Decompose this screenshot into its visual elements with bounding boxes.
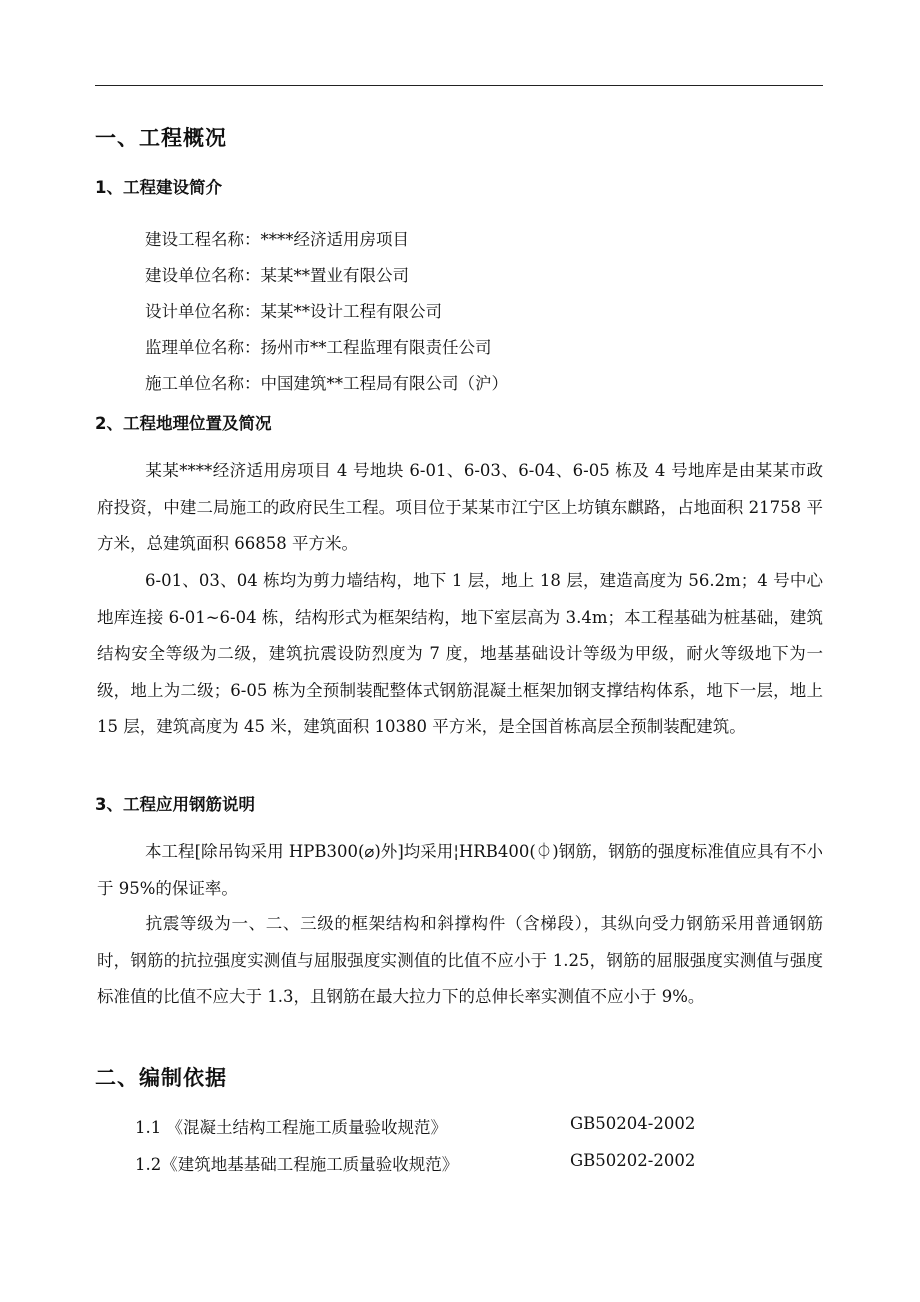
supervision-unit-line: 监理单位名称：扬州市**工程监理有限责任公司 [145, 338, 492, 357]
section-1-title: 一、工程概况 [95, 126, 227, 150]
subsection-3-title: 3、工程应用钢筋说明 [95, 795, 255, 814]
structure-text: 6-01、03、04 栋均为剪力墙结构，地下 1 层，地上 18 层，建造高度为 56.2m；4 号中心地库连接 6-01~6-04 栋，结构形式为框架结构，地下室层高为 3.4m；本工程基础为桩基础，建筑结构安全等级为二级，建筑抗震设防烈度为 7 度，地基基础设计等级为甲级，耐火等级地下为一级，地上为二级；6-05 栋为全预制装配整体式钢筋混凝土框架加钢支撑结构体系，地下一层，地上 15 层，建筑高度为 45 米，建筑面积 10380 平方米，是全国首栋高层全预制装配建筑。 [97, 571, 823, 736]
section-2-title: 二、编制依据 [95, 1066, 227, 1090]
design-unit-line: 设计单位名称：某某**设计工程有限公司 [145, 302, 442, 321]
reference-name: 1.2《建筑地基基础工程施工质量验收规范》 [135, 1155, 459, 1174]
location-paragraph [97, 453, 823, 563]
rebar-paragraph [97, 834, 823, 907]
subsection-1-title: 1、工程建设简介 [95, 178, 222, 197]
owner-unit-line: 建设单位名称：某某**置业有限公司 [145, 266, 409, 285]
construction-unit-line: 施工单位名称：中国建筑**工程局有限公司（沪） [145, 374, 508, 393]
reference-code: GB50202-2002 [570, 1151, 696, 1170]
seismic-text: 抗震等级为一、二、三级的框架结构和斜撑构件（含梯段），其纵向受力钢筋采用普通钢筋时，钢筋的抗拉强度实测值与屈服强度实测值的比值不应小于 1.25，钢筋的屈服强度实测值与强度标准值的比值不应大于 1.3，且钢筋在最大拉力下的总伸长率实测值不应小于 9%。 [97, 914, 823, 1006]
reference-code: GB50204-2002 [570, 1114, 696, 1133]
reference-name: 1.1 《混凝土结构工程施工质量验收规范》 [135, 1118, 447, 1137]
location-text: 某某****经济适用房项目 4 号地块 6-01、6-03、6-04、6-05 栋及 4 号地库是由某某市政府投资，中建二局施工的政府民生工程。项目位于某某市江宁区上坊镇东麒路，占地面积 21758 平方米，总建筑面积 66858 平方米。 [97, 461, 823, 553]
structure-paragraph [97, 563, 823, 746]
project-name-line: 建设工程名称：****经济适用房项目 [145, 230, 409, 249]
seismic-paragraph [97, 906, 823, 1016]
subsection-2-title: 2、工程地理位置及简况 [95, 414, 272, 433]
header-rule [95, 85, 823, 86]
rebar-text: 本工程[除吊钩采用 HPB300(⌀)外]均采用¦HRB400(⏀)钢筋，钢筋的强度标准值应具有不小于 95%的保证率。 [97, 842, 823, 898]
